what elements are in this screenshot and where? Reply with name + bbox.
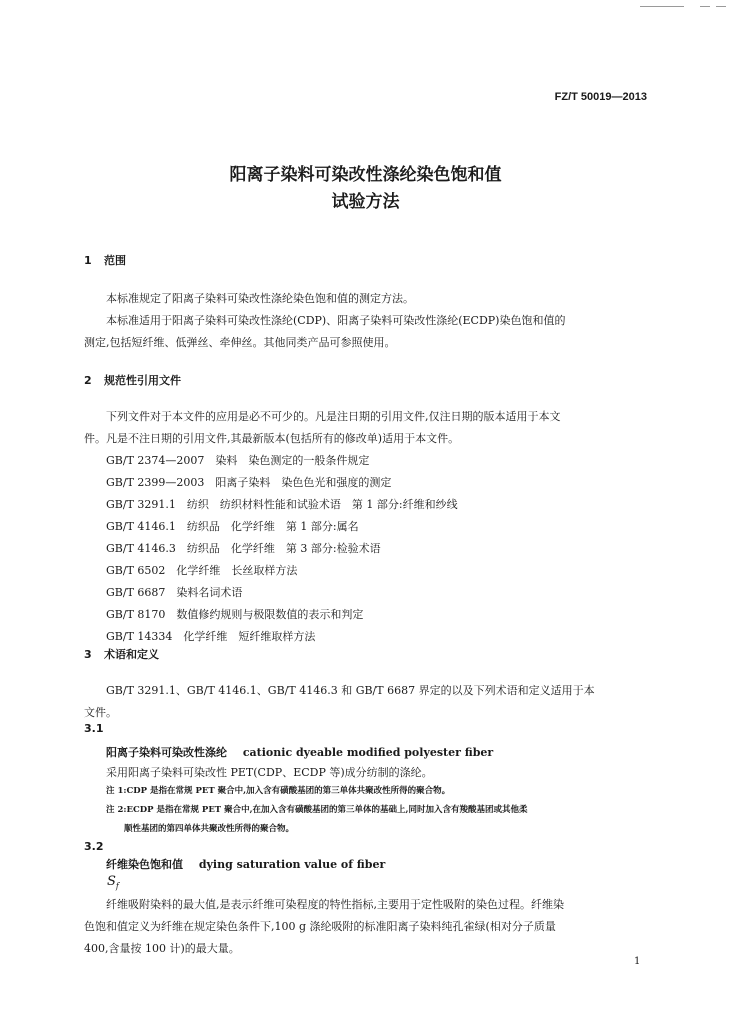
term-3-1-definition: 采用阳离子染料可染改性 PET(CDP、ECDP 等)成分纺制的涤纶。 xyxy=(106,766,433,779)
term-3-1-note-2-line-1: 注 2:ECDP 是指在常规 PET 聚合中,在加入含有磺酸基团的第三单体的基础上,同时加入含有羧酸基团或其他柔 xyxy=(106,805,528,815)
term-chinese: 纤维染色饱和值 xyxy=(106,858,183,871)
reference-item: GB/T 6502 化学纤维 长丝取样方法 xyxy=(106,564,298,577)
section-1-para-2-line-2: 测定,包括短纤维、低弹丝、牵伸丝。其他同类产品可参照使用。 xyxy=(84,336,396,349)
section-1-para-2-line-1: 本标准适用于阳离子染料可染改性涤纶(CDP)、阳离子染料可染改性涤纶(ECDP)染色饱和值的 xyxy=(106,314,566,327)
term-3-1-note-2-line-2: 顺性基团的第四单体共聚改性所得的聚合物。 xyxy=(124,824,295,834)
term-3-2-symbol xyxy=(107,874,119,891)
term-3-1-note-1: 注 1:CDP 是指在常规 PET 聚合中,加入含有磺酸基团的第三单体共聚改性所得的聚合物。 xyxy=(106,786,451,796)
term-3-1-heading xyxy=(106,744,493,760)
document-title-line2: 试验方法 xyxy=(331,192,400,212)
section-3-heading xyxy=(84,646,159,662)
term-english: dying saturation value of fiber xyxy=(198,858,386,871)
section-title: 范围 xyxy=(104,254,126,267)
term-3-2-def-line-1: 纤维吸附染料的最大值,是表示纤维可染程度的特性指标,主要用于定性吸附的染色过程。纤维染 xyxy=(106,898,564,911)
reference-item: GB/T 8170 数值修约规则与极限数值的表示和判定 xyxy=(106,608,364,621)
scan-line xyxy=(640,6,684,7)
reference-item: GB/T 3291.1 纺织 纺织材料性能和试验术语 第 1 部分:纤维和纱线 xyxy=(106,498,458,511)
reference-item: GB/T 4146.1 纺织品 化学纤维 第 1 部分:属名 xyxy=(106,520,359,533)
section-title: 术语和定义 xyxy=(104,648,159,661)
section-3-intro-line-1: GB/T 3291.1、GB/T 4146.1、GB/T 4146.3 和 GB/T 6687 界定的以及下列术语和定义适用于本 xyxy=(106,684,595,697)
section-number: 2 xyxy=(84,374,92,387)
symbol-letter: S xyxy=(107,874,116,889)
section-2-intro-line-1: 下列文件对于本文件的应用是必不可少的。凡是注日期的引用文件,仅注日期的版本适用于本文 xyxy=(106,410,561,423)
reference-item: GB/T 6687 染料名词术语 xyxy=(106,586,243,599)
section-3-intro-line-2: 文件。 xyxy=(84,706,117,719)
scan-line xyxy=(716,6,726,7)
standard-number: FZ/T 50019—2013 xyxy=(554,91,647,103)
section-title: 规范性引用文件 xyxy=(104,374,181,387)
reference-item: GB/T 14334 化学纤维 短纤维取样方法 xyxy=(106,630,316,643)
term-english: cationic dyeable modified polyester fiber xyxy=(242,746,494,759)
term-3-2-def-line-3: 400,含量按 100 计)的最大量。 xyxy=(84,942,240,955)
section-number: 1 xyxy=(84,254,92,267)
section-number: 3 xyxy=(84,648,92,661)
reference-item: GB/T 2374—2007 染料 染色测定的一般条件规定 xyxy=(106,454,370,467)
term-3-1-number: 3.1 xyxy=(84,722,104,735)
section-1-para-1: 本标准规定了阳离子染料可染改性涤纶染色饱和值的测定方法。 xyxy=(106,292,414,305)
scan-line xyxy=(700,6,710,7)
term-3-2-heading xyxy=(106,856,385,872)
term-3-2-def-line-2: 色饱和值定义为纤维在规定染色条件下,100 g 涤纶吸附的标准阳离子染料纯孔雀绿(相对分子质量 xyxy=(84,920,556,933)
symbol-subscript: f xyxy=(115,881,119,891)
section-2-heading xyxy=(84,372,181,388)
term-chinese: 阳离子染料可染改性涤纶 xyxy=(106,746,227,759)
document-title-line1: 阳离子染料可染改性涤纶染色饱和值 xyxy=(229,165,502,185)
section-2-intro-line-2: 件。凡是不注日期的引用文件,其最新版本(包括所有的修改单)适用于本文件。 xyxy=(84,432,460,445)
reference-item: GB/T 2399—2003 阳离子染料 染色色光和强度的测定 xyxy=(106,476,392,489)
page-number: 1 xyxy=(634,956,641,967)
term-3-2-number: 3.2 xyxy=(84,840,104,853)
reference-item: GB/T 4146.3 纺织品 化学纤维 第 3 部分:检验术语 xyxy=(106,542,381,555)
section-1-heading xyxy=(84,252,126,268)
